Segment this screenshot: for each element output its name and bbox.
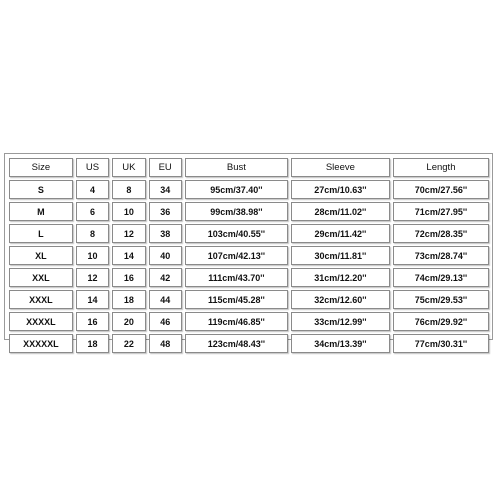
cell-sleeve: 33cm/12.99'' <box>291 312 390 331</box>
cell-length: 75cm/29.53'' <box>393 290 489 309</box>
cell-length: 74cm/29.13'' <box>393 268 489 287</box>
cell-uk: 22 <box>112 334 145 353</box>
cell-length: 77cm/30.31'' <box>393 334 489 353</box>
table-row <box>9 312 489 331</box>
cell-us: 10 <box>76 246 109 265</box>
cell-uk: 20 <box>112 312 145 331</box>
cell-sleeve: 27cm/10.63'' <box>291 180 390 199</box>
cell-sleeve: 32cm/12.60'' <box>291 290 390 309</box>
table-header-row <box>9 158 489 177</box>
header-sleeve: Sleeve <box>291 158 390 177</box>
cell-us: 18 <box>76 334 109 353</box>
table-row <box>9 180 489 199</box>
table-row <box>9 268 489 287</box>
cell-eu: 38 <box>149 224 182 243</box>
cell-bust: 111cm/43.70'' <box>185 268 288 287</box>
cell-us: 6 <box>76 202 109 221</box>
header-us: US <box>76 158 109 177</box>
cell-us: 14 <box>76 290 109 309</box>
cell-length: 71cm/27.95'' <box>393 202 489 221</box>
cell-length: 72cm/28.35'' <box>393 224 489 243</box>
cell-uk: 16 <box>112 268 145 287</box>
cell-bust: 115cm/45.28'' <box>185 290 288 309</box>
cell-uk: 8 <box>112 180 145 199</box>
cell-eu: 34 <box>149 180 182 199</box>
header-size: Size <box>9 158 73 177</box>
cell-uk: 18 <box>112 290 145 309</box>
cell-uk: 12 <box>112 224 145 243</box>
size-chart-table <box>9 158 489 356</box>
table-row <box>9 334 489 353</box>
cell-size: XXXXXL <box>9 334 73 353</box>
cell-bust: 103cm/40.55'' <box>185 224 288 243</box>
cell-length: 76cm/29.92'' <box>393 312 489 331</box>
cell-uk: 10 <box>112 202 145 221</box>
cell-eu: 46 <box>149 312 182 331</box>
cell-eu: 44 <box>149 290 182 309</box>
cell-bust: 107cm/42.13'' <box>185 246 288 265</box>
cell-bust: 99cm/38.98'' <box>185 202 288 221</box>
cell-bust: 123cm/48.43'' <box>185 334 288 353</box>
cell-us: 16 <box>76 312 109 331</box>
header-eu: EU <box>149 158 182 177</box>
cell-eu: 36 <box>149 202 182 221</box>
cell-us: 4 <box>76 180 109 199</box>
cell-size: M <box>9 202 73 221</box>
cell-sleeve: 34cm/13.39'' <box>291 334 390 353</box>
cell-sleeve: 29cm/11.42'' <box>291 224 390 243</box>
cell-size: XXXL <box>9 290 73 309</box>
cell-us: 8 <box>76 224 109 243</box>
table-row <box>9 246 489 265</box>
table-row <box>9 224 489 243</box>
cell-sleeve: 30cm/11.81'' <box>291 246 390 265</box>
cell-size: XL <box>9 246 73 265</box>
cell-us: 12 <box>76 268 109 287</box>
cell-sleeve: 28cm/11.02'' <box>291 202 390 221</box>
cell-eu: 42 <box>149 268 182 287</box>
cell-size: XXXXL <box>9 312 73 331</box>
cell-bust: 95cm/37.40'' <box>185 180 288 199</box>
cell-sleeve: 31cm/12.20'' <box>291 268 390 287</box>
cell-size: L <box>9 224 73 243</box>
cell-size: S <box>9 180 73 199</box>
cell-uk: 14 <box>112 246 145 265</box>
cell-eu: 48 <box>149 334 182 353</box>
cell-eu: 40 <box>149 246 182 265</box>
header-bust: Bust <box>185 158 288 177</box>
cell-bust: 119cm/46.85'' <box>185 312 288 331</box>
header-uk: UK <box>112 158 145 177</box>
table-row <box>9 290 489 309</box>
cell-length: 70cm/27.56'' <box>393 180 489 199</box>
cell-length: 73cm/28.74'' <box>393 246 489 265</box>
table-body <box>9 180 489 353</box>
cell-size: XXL <box>9 268 73 287</box>
header-length: Length <box>393 158 489 177</box>
table-row <box>9 202 489 221</box>
